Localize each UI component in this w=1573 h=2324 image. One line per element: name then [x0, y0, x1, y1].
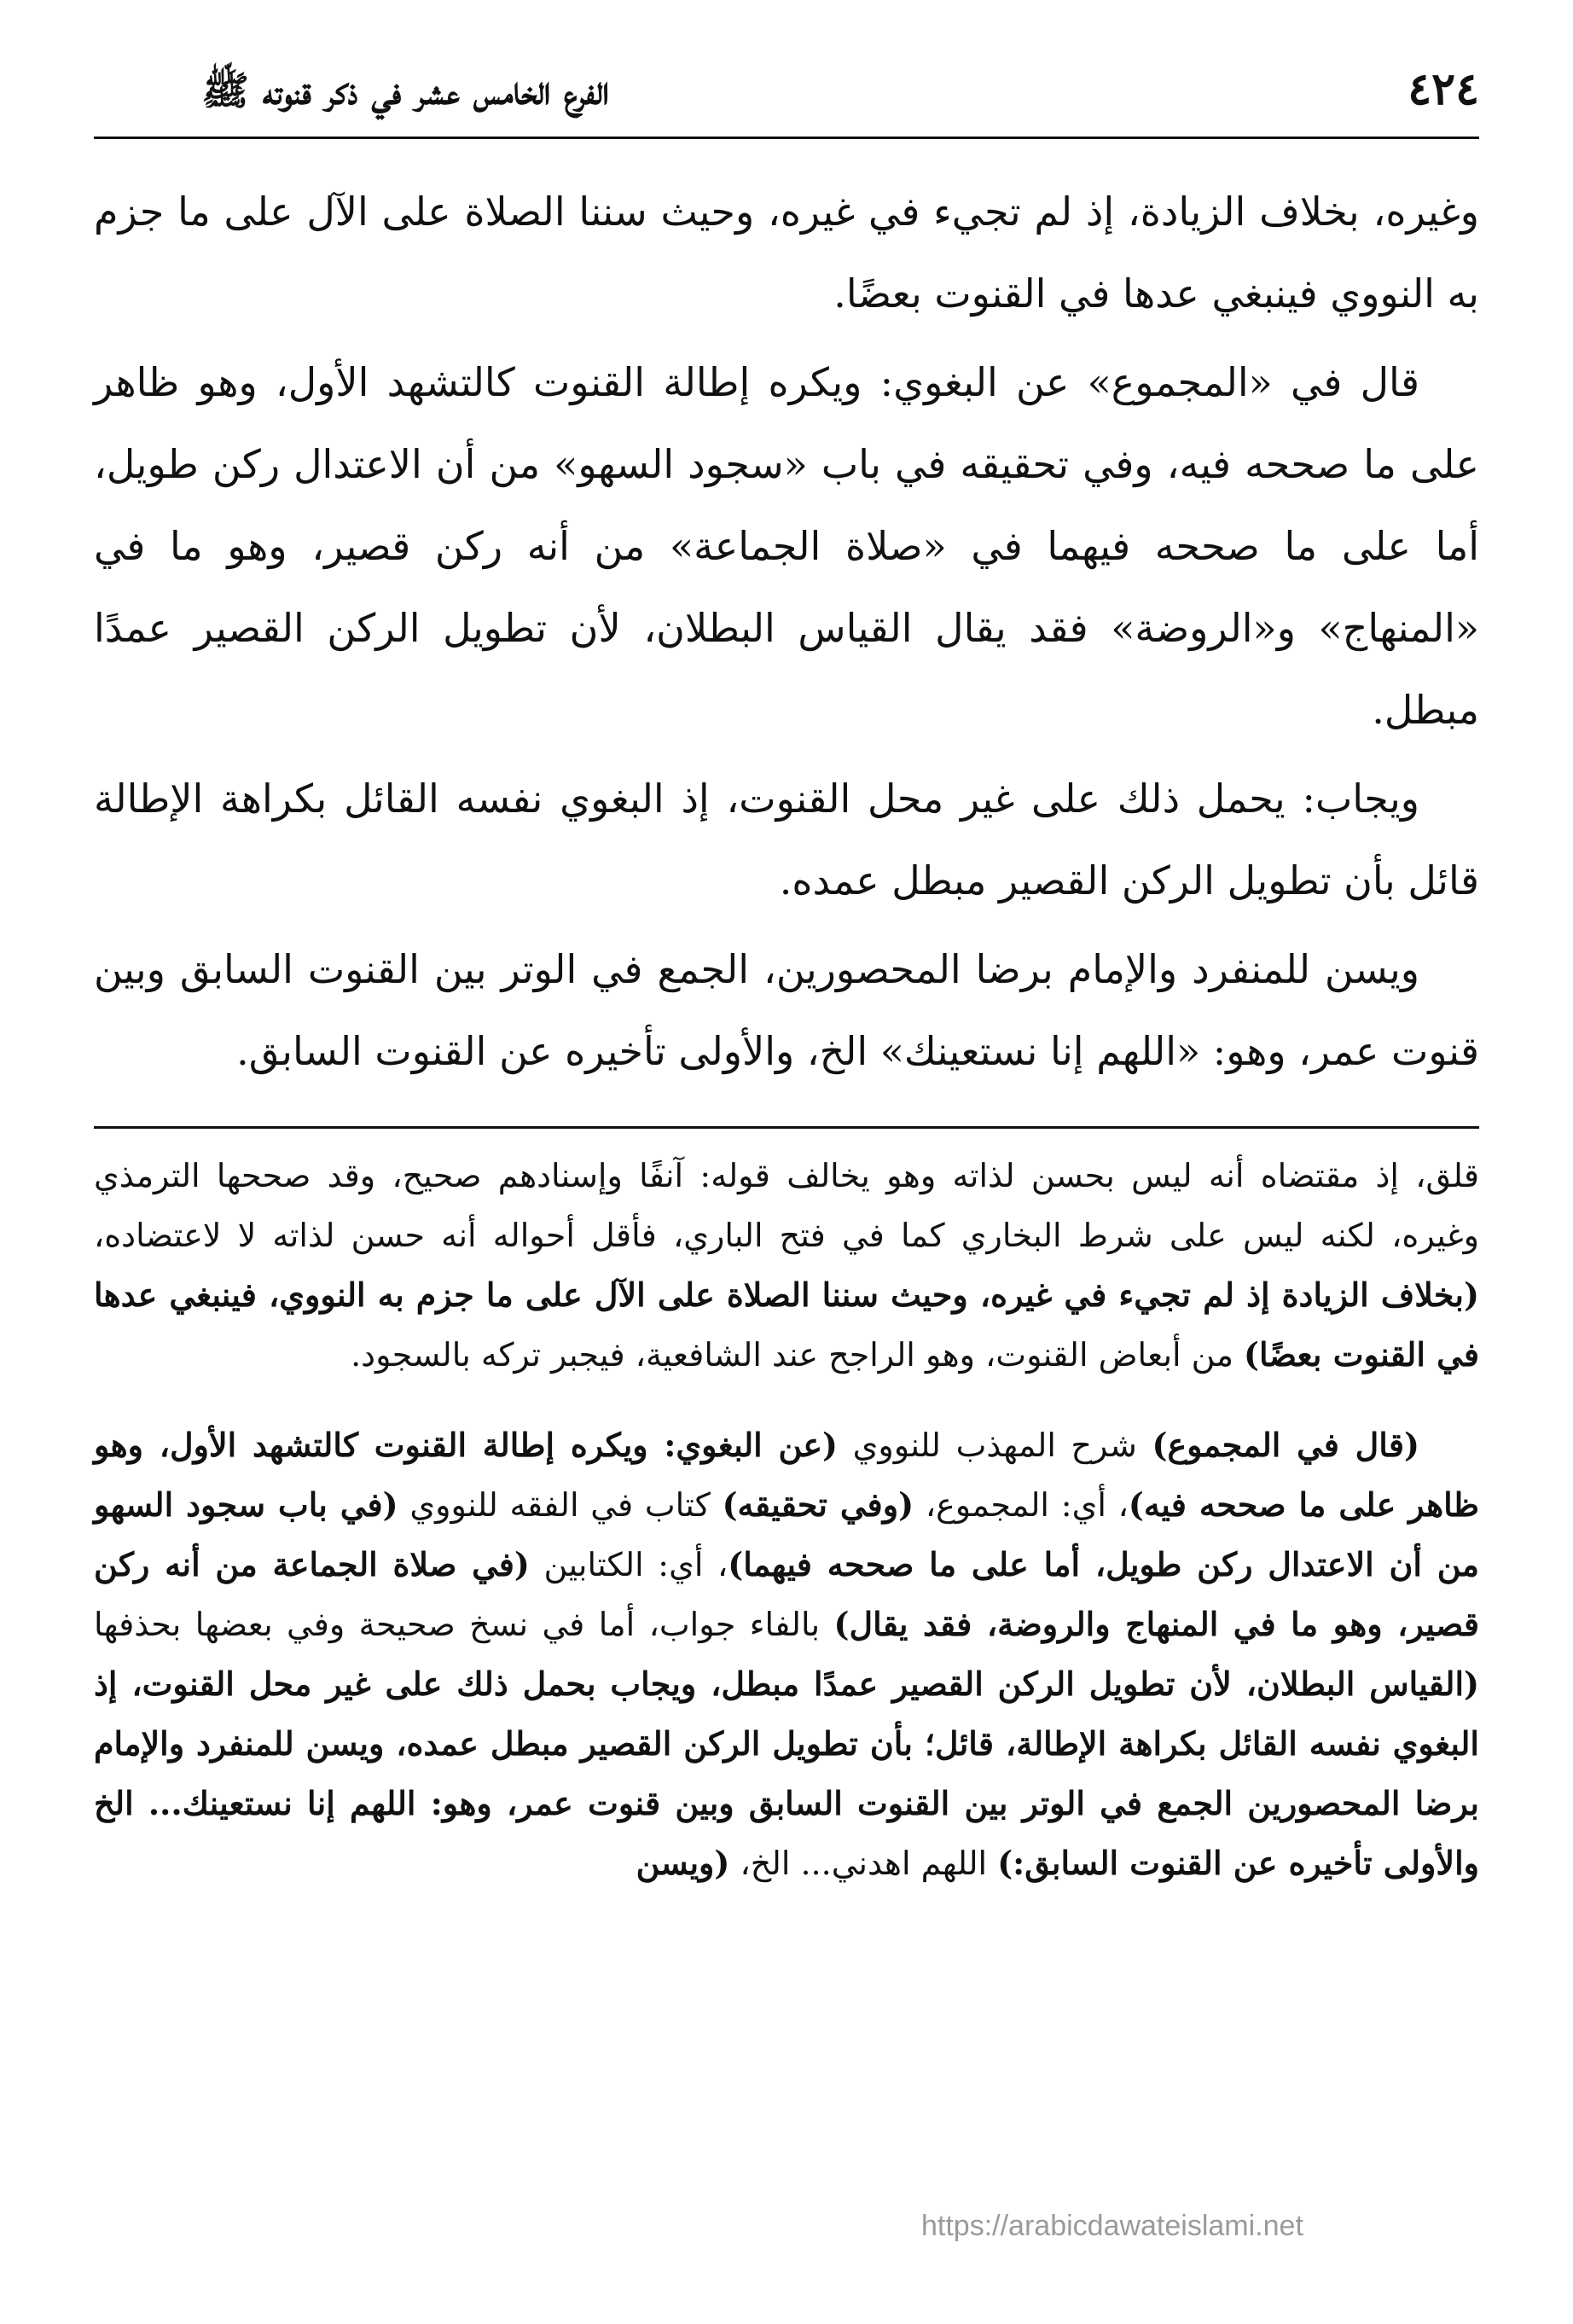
quoted-text-segment: (قال في المجموع) — [1152, 1426, 1420, 1464]
commentary-text-segment: كتاب في الفقه للنووي — [398, 1486, 723, 1524]
commentary-divider — [94, 1126, 1479, 1129]
main-paragraph: ويجاب: يحمل ذلك على غير محل القنوت، إذ البغوي نفسه القائل بكراهة الإطالة قائل بأن تطويل الركن القصير مبطل عمده. — [94, 776, 1479, 903]
commentary-paragraph — [94, 1146, 1479, 1385]
quoted-text-segment: (في باب سجود السهو من أن الاعتدال ركن طويل، أما على ما صححه فيهما) — [94, 1485, 1479, 1583]
commentary-text-segment: اللهم اهدني... الخ، — [729, 1845, 998, 1882]
running-title: الفرع الخامس عشر في ذكر قنوته ﷺ — [201, 67, 609, 113]
watermark-url: https://arabicdawateislami.net — [921, 2210, 1303, 2242]
page-number: ٤٢٤ — [1408, 63, 1479, 115]
main-paragraph: ويسن للمنفرد والإمام برضا المحصورين، الجمع في الوتر بين القنوت السابق وبين قنوت عمر، وهو: «اللهم إنا نستعينك» الخ، والأولى تأخيره عن القنوت السابق. — [94, 946, 1479, 1074]
quoted-text-segment: (وفي تحقيقه) — [722, 1485, 914, 1524]
commentary-text-segment: ، أي: المجموع، — [914, 1486, 1129, 1524]
main-text — [94, 171, 1479, 1092]
commentary-text-segment: بالفاء جواب، أما في نسخ صحيحة وفي بعضها بحذفها — [94, 1606, 834, 1643]
main-paragraph: وغيره، بخلاف الزيادة، إذ لم تجيء في غيره، وحيث سننا الصلاة على الآل على ما جزم به النووي فينبغي عدها في القنوت بعضًا. — [94, 189, 1479, 317]
commentary-text-segment: قلق، إذ مقتضاه أنه ليس بحسن لذاته وهو يخالف قوله: آنفًا وإسنادهم صحيح، وقد صححها الترمذي وغيره، لكنه ليس على شرط البخاري كما في فتح الباري، فأقل أحواله أنه حسن لذاته لا لاعتضاده، — [94, 1157, 1479, 1254]
quoted-text-segment: (القياس البطلان، لأن تطويل الركن القصير عمدًا مبطل، ويجاب بحمل ذلك على غير محل القنوت، إذ البغوي نفسه القائل بكراهة الإطالة، قائل؛ بأن تطويل الركن القصير مبطل عمده، ويسن للمنفرد والإمام برضا المحصورين الجمع في الوتر بين القنوت السابق وبين قنوت عمر، وهو: اللهم إنا نستعينك... الخ والأولى تأخيره عن القنوت السابق:) — [94, 1665, 1479, 1882]
commentary — [94, 1146, 1479, 1893]
commentary-text-segment: شرح المهذب للنووي — [838, 1426, 1152, 1464]
quoted-text-segment: (عن البغوي: ويكره إطالة القنوت كالتشهد الأول، وهو ظاهر على ما صححه فيه) — [94, 1426, 1479, 1524]
main-paragraph: قال في «المجموع» عن البغوي: ويكره إطالة القنوت كالتشهد الأول، وهو ظاهر على ما صححه فيه، وفي تحقيقه في باب «سجود السهو» من أن الاعتدال ركن طويل، أما على ما صححه فيهما في «صلاة الجماعة» من أنه ركن قصير، وهو ما في «المنهاج» و«الروضة» فقد يقال القياس البطلان، لأن تطويل الركن القصير عمدًا مبطل. — [94, 359, 1479, 733]
quoted-text-segment: (في صلاة الجماعة من أنه ركن قصير، وهو ما في المنهاج والروضة، فقد يقال) — [94, 1545, 1479, 1643]
quoted-text-segment: (بخلاف الزيادة إذ لم تجيء في غيره، وحيث سننا الصلاة على الآل على ما جزم به النووي، فينبغي عدها في القنوت بعضًا) — [94, 1275, 1479, 1374]
commentary-paragraph — [94, 1415, 1479, 1893]
commentary-text-segment: من أبعاض القنوت، وهو الراجح عند الشافعية، فيجبر تركه بالسجود. — [351, 1336, 1245, 1374]
commentary-text-segment: ، أي: الكتابين — [529, 1546, 728, 1583]
page-header — [94, 60, 1479, 137]
quoted-text-segment: (ويسن — [636, 1844, 730, 1882]
header-divider — [94, 137, 1479, 139]
